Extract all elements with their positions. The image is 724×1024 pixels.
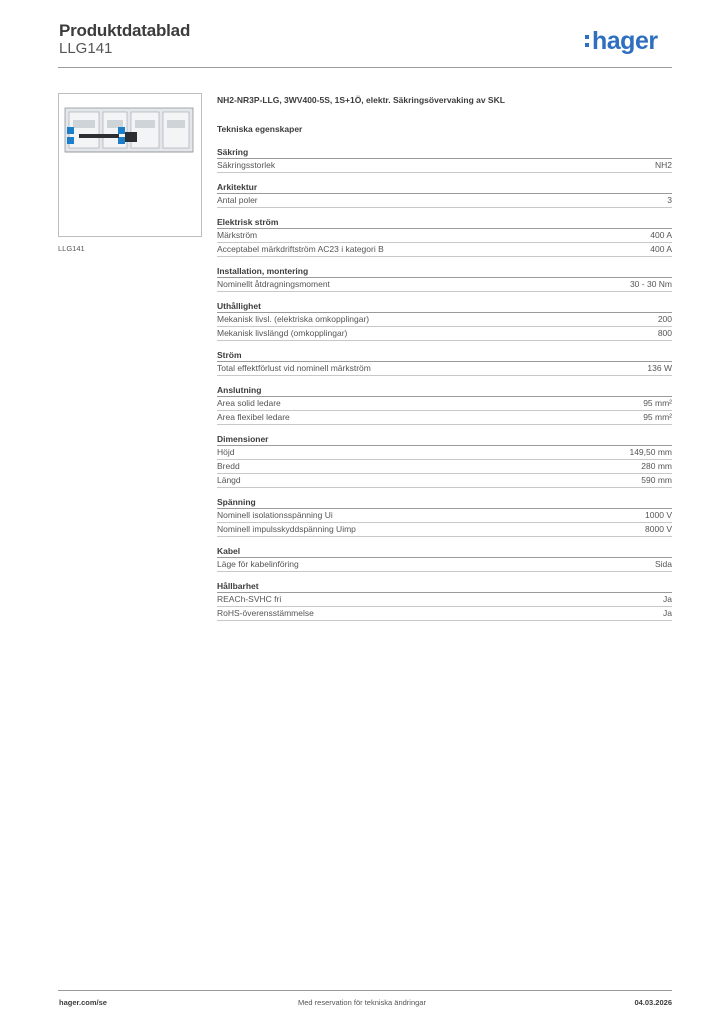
product-image [58, 93, 202, 237]
footer-date: 04.03.2026 [634, 998, 672, 1007]
spec-row [217, 523, 672, 537]
section-heading: Anslutning [217, 384, 672, 397]
spec-value: 95 mm² [643, 398, 672, 408]
spec-section [217, 146, 672, 173]
product-description: NH2-NR3P-LLG, 3WV400-5S, 1S+1Ö, elektr. Säkringsövervaking av SKL [217, 95, 505, 105]
spec-label: Längd [217, 475, 241, 485]
spec-content [217, 93, 672, 629]
section-heading: Ström [217, 349, 672, 362]
section-heading: Installation, montering [217, 265, 672, 278]
footer-divider [58, 990, 672, 991]
section-heading: Säkring [217, 146, 672, 159]
section-heading: Uthållighet [217, 300, 672, 313]
spec-row [217, 593, 672, 607]
spec-value: 400 A [650, 230, 672, 240]
spec-row [217, 159, 672, 173]
spec-row [217, 313, 672, 327]
spec-row [217, 474, 672, 488]
spec-row [217, 243, 672, 257]
spec-value: 30 - 30 Nm [629, 279, 672, 289]
spec-value: 136 W [647, 363, 672, 373]
spec-section [217, 265, 672, 292]
spec-label: Acceptabel märkdriftström AC23 i kategori B [217, 244, 384, 254]
spec-label: Höjd [217, 447, 235, 457]
tech-properties-heading: Tekniska egenskaper [217, 124, 303, 134]
spec-section [217, 580, 672, 621]
spec-value: 95 mm² [643, 412, 672, 422]
spec-label: Area solid ledare [217, 398, 281, 408]
footer-disclaimer: Med reservation för tekniska ändringar [298, 998, 426, 1007]
spec-row [217, 397, 672, 411]
spec-row [217, 558, 672, 572]
spec-row [217, 446, 672, 460]
spec-value: 400 A [650, 244, 672, 254]
footer-website-link[interactable]: hager.com/se [59, 998, 107, 1007]
section-heading: Spänning [217, 496, 672, 509]
spec-row [217, 327, 672, 341]
spec-row [217, 411, 672, 425]
spec-label: RoHS-överensstämmelse [217, 608, 314, 618]
section-heading: Dimensioner [217, 433, 672, 446]
header-divider [58, 67, 672, 68]
spec-row [217, 509, 672, 523]
spec-value: 200 [657, 314, 672, 324]
spec-section [217, 545, 672, 572]
spec-value: 800 [657, 328, 672, 338]
spec-value: 8000 V [645, 524, 672, 534]
spec-section [217, 300, 672, 341]
spec-label: Nominellt åtdragningsmoment [217, 279, 330, 289]
spec-label: Läge för kabelinföring [217, 559, 299, 569]
fuse-switch-illustration [59, 94, 201, 236]
spec-label: Bredd [217, 461, 240, 471]
hager-logo[interactable] [592, 29, 658, 54]
product-code: LLG141 [59, 40, 113, 57]
spec-label: Area flexibel ledare [217, 412, 290, 422]
logo-text: hager [592, 27, 658, 55]
spec-section [217, 349, 672, 376]
spec-label: Nominell impulsskyddspänning Uimp [217, 524, 356, 534]
spec-label: Märkström [217, 230, 258, 240]
spec-value: Ja [663, 608, 672, 618]
spec-value: Sida [654, 559, 672, 569]
spec-label: Mekanisk livsl. (elektriska omkopplingar) [217, 314, 370, 324]
spec-row [217, 607, 672, 621]
section-heading: Hållbarhet [217, 580, 672, 593]
spec-label: REACh-SVHC fri [217, 594, 282, 604]
spec-value: NH2 [654, 160, 672, 170]
spec-section [217, 216, 672, 257]
spec-value: 280 mm [641, 461, 672, 471]
spec-label: Nominell isolationsspänning Ui [217, 510, 333, 520]
spec-row [217, 278, 672, 292]
spec-value: 149,50 mm [629, 447, 672, 457]
spec-label: Säkringsstorlek [217, 160, 276, 170]
spec-sections [217, 146, 672, 621]
spec-section [217, 433, 672, 488]
spec-value: Ja [663, 594, 672, 604]
spec-row [217, 362, 672, 376]
spec-row [217, 194, 672, 208]
section-heading: Arkitektur [217, 181, 672, 194]
spec-section [217, 496, 672, 537]
spec-value: 3 [667, 195, 672, 205]
spec-section [217, 384, 672, 425]
spec-row [217, 460, 672, 474]
spec-label: Total effektförlust vid nominell märkström [217, 363, 371, 373]
logo-dots-icon [585, 35, 589, 51]
spec-label: Antal poler [217, 195, 258, 205]
document-title: Produktdatablad [59, 21, 191, 40]
spec-value: 1000 V [645, 510, 672, 520]
spec-value: 590 mm [641, 475, 672, 485]
image-caption: LLG141 [58, 244, 85, 253]
section-heading: Elektrisk ström [217, 216, 672, 229]
spec-section [217, 181, 672, 208]
spec-row [217, 229, 672, 243]
spec-label: Mekanisk livslängd (omkopplingar) [217, 328, 348, 338]
section-heading: Kabel [217, 545, 672, 558]
